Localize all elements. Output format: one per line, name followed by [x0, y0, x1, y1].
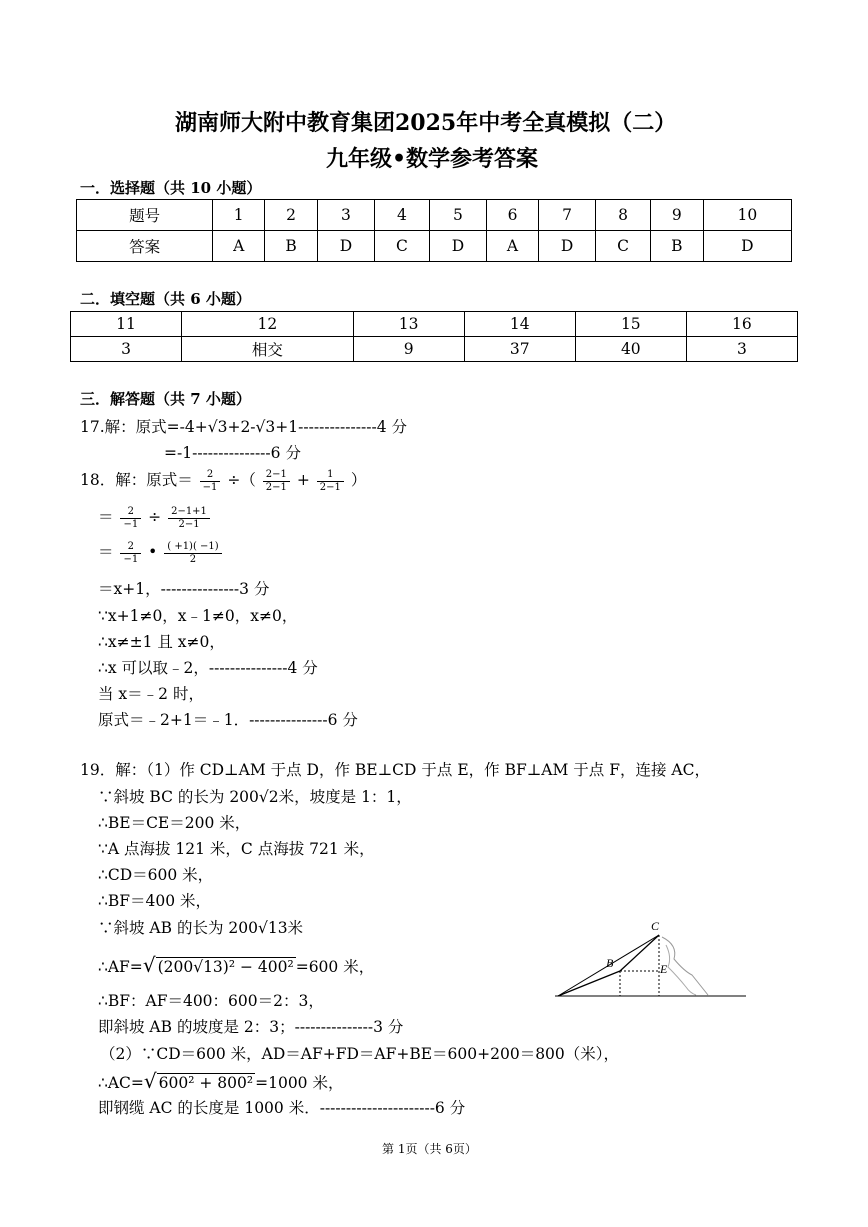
q19-line8: [98, 953, 374, 977]
section1-heading: 一．选择题（共 10 小题）: [80, 179, 262, 197]
table-cell: C: [375, 231, 430, 262]
table-cell: 14: [464, 312, 575, 337]
q18-line3: [98, 540, 224, 566]
section3-heading: 三．解答题（共 7 小题）: [80, 390, 251, 408]
label-e: E: [660, 962, 668, 976]
radical-sign: √: [143, 1069, 157, 1093]
label-b: B: [606, 956, 614, 970]
table-cell: 9: [353, 337, 464, 362]
table-cell: A: [213, 231, 265, 262]
q18-line7: ∴x 可以取﹣2，---------------4 分: [98, 659, 318, 677]
q17-result: =-1: [164, 444, 193, 462]
table-cell: 12: [182, 312, 354, 337]
table-cell: 13: [353, 312, 464, 337]
table-cell: D: [317, 231, 374, 262]
q19-line12: [98, 1069, 343, 1093]
table-cell: 相交: [182, 337, 354, 362]
section2-heading: 二．填空题（共 6 小题）: [80, 290, 251, 308]
page-title: 湖南师大附中教育集团2025年中考全真模拟（二）: [175, 110, 677, 136]
q19-line3: ∴BE＝CE＝200 米，: [98, 814, 251, 832]
table-cell: 2: [265, 200, 318, 231]
table-cell: D: [538, 231, 595, 262]
fraction: $\frac{2}{-1}$: [120, 541, 141, 566]
table-cell: 7: [538, 200, 595, 231]
row-label: 答案: [77, 231, 213, 262]
q17-score: ---------------6 分: [192, 444, 301, 462]
af-prefix: ∴AF=: [98, 958, 143, 976]
q18-line9: 原式＝﹣2+1＝﹣1．---------------6 分: [98, 711, 358, 729]
q19-line13: 即钢缆 AC 的长度是 1000 米．----------------------6 分: [98, 1099, 466, 1117]
fraction: $\frac{2-1}{2-1}$: [263, 469, 290, 494]
ac-prefix: ∴AC=: [98, 1074, 144, 1092]
table-cell: 3: [71, 337, 182, 362]
row-label: 题号: [77, 200, 213, 231]
equals: ＝: [98, 508, 114, 526]
q19-line9: ∴BF：AF＝400：600＝2：3，: [98, 992, 324, 1010]
table-cell: 6: [487, 200, 539, 231]
table-cell: A: [487, 231, 539, 262]
q18-line2: [98, 505, 212, 531]
table-row: [77, 200, 792, 231]
table-row: [71, 312, 798, 337]
slope-ab: [558, 971, 620, 996]
page-footer: 第 1页（共 6页）: [382, 1142, 477, 1156]
q17-line1: [80, 415, 407, 437]
q18-line5: ∵x+1≠0，x﹣1≠0，x≠0，: [98, 607, 298, 625]
table-cell: 15: [575, 312, 686, 337]
q17-line2: [164, 441, 301, 463]
operator: ÷: [148, 508, 162, 526]
fill-answer-table: [70, 311, 798, 362]
q17-expression: 17.解：原式=-4+√3+2-√3+1: [80, 418, 299, 436]
radical-sign: √: [142, 953, 156, 977]
table-cell: B: [265, 231, 318, 262]
q18-prefix: 18．解：原式＝: [80, 471, 193, 489]
table-row: [77, 231, 792, 262]
table-cell: 8: [596, 200, 651, 231]
q19-line11: （2）∵CD＝600 米，AD＝AF+FD＝AF+BE＝600+200＝800（米），: [100, 1045, 620, 1063]
operator: ÷（: [227, 471, 256, 489]
table-cell: 3: [317, 200, 374, 231]
slope-bc: [620, 935, 659, 971]
operator: ）: [350, 471, 367, 489]
q18-line4: ＝x+1，---------------3 分: [98, 580, 270, 598]
table-cell: 11: [71, 312, 182, 337]
table-cell: C: [596, 231, 651, 262]
radicand: 600² + 800²: [158, 1074, 254, 1092]
table-row: [71, 337, 798, 362]
fraction: $\frac{1}{2-1}$: [317, 469, 344, 494]
label-c: C: [651, 919, 660, 933]
choice-answer-table: [76, 199, 792, 262]
table-cell: 5: [429, 200, 486, 231]
q18-line6: ∴x≠±1 且 x≠0，: [98, 633, 225, 651]
table-cell: D: [703, 231, 791, 262]
fraction: $\frac{2-1+1}{2-1}$: [168, 506, 210, 531]
operator: •: [148, 543, 158, 561]
fraction: $\frac{( +1)( -1)}{2}$: [164, 541, 221, 566]
q19-line7: ∵斜坡 AB 的长为 200√13米: [98, 919, 304, 937]
table-cell: 9: [650, 200, 703, 231]
q19-line2: ∵斜坡 BC 的长为 200√2米，坡度是 1：1，: [98, 788, 412, 806]
table-cell: 3: [686, 337, 797, 362]
q19-line1: 19．解：（1）作 CD⊥AM 于点 D，作 BE⊥CD 于点 E，作 BF⊥AM 于点 F，连接 AC，: [80, 761, 710, 779]
ac-result: =1000 米，: [255, 1074, 344, 1092]
q19-line6: ∴BF＝400 米，: [98, 892, 212, 910]
mountain-shade: [666, 945, 696, 995]
q18-line8: 当 x＝﹣2 时，: [98, 685, 204, 703]
fraction: $\frac{2}{-1}$: [200, 469, 221, 494]
q17-score: ---------------4 分: [298, 418, 407, 436]
fraction: $\frac{2}{-1}$: [120, 506, 141, 531]
q19-line10: 即斜坡 AB 的坡度是 2：3；---------------3 分: [98, 1018, 404, 1036]
table-cell: 40: [575, 337, 686, 362]
table-cell: B: [650, 231, 703, 262]
table-cell: 10: [703, 200, 791, 231]
table-cell: 16: [686, 312, 797, 337]
q19-line5: ∴CD＝600 米，: [98, 866, 214, 884]
af-result: =600 米，: [295, 958, 375, 976]
table-cell: 4: [375, 200, 430, 231]
q18-line1: [80, 468, 366, 494]
equals: ＝: [98, 543, 114, 561]
operator: +: [296, 471, 310, 489]
radicand: (200√13)² − 400²: [157, 958, 294, 976]
table-cell: 1: [213, 200, 265, 231]
table-cell: 37: [464, 337, 575, 362]
q19-line4: ∵A 点海拔 121 米，C 点海拔 721 米，: [98, 840, 375, 858]
table-cell: D: [429, 231, 486, 262]
slope-diagram: [550, 915, 750, 1005]
page-subtitle: 九年级•数学参考答案: [326, 146, 539, 172]
